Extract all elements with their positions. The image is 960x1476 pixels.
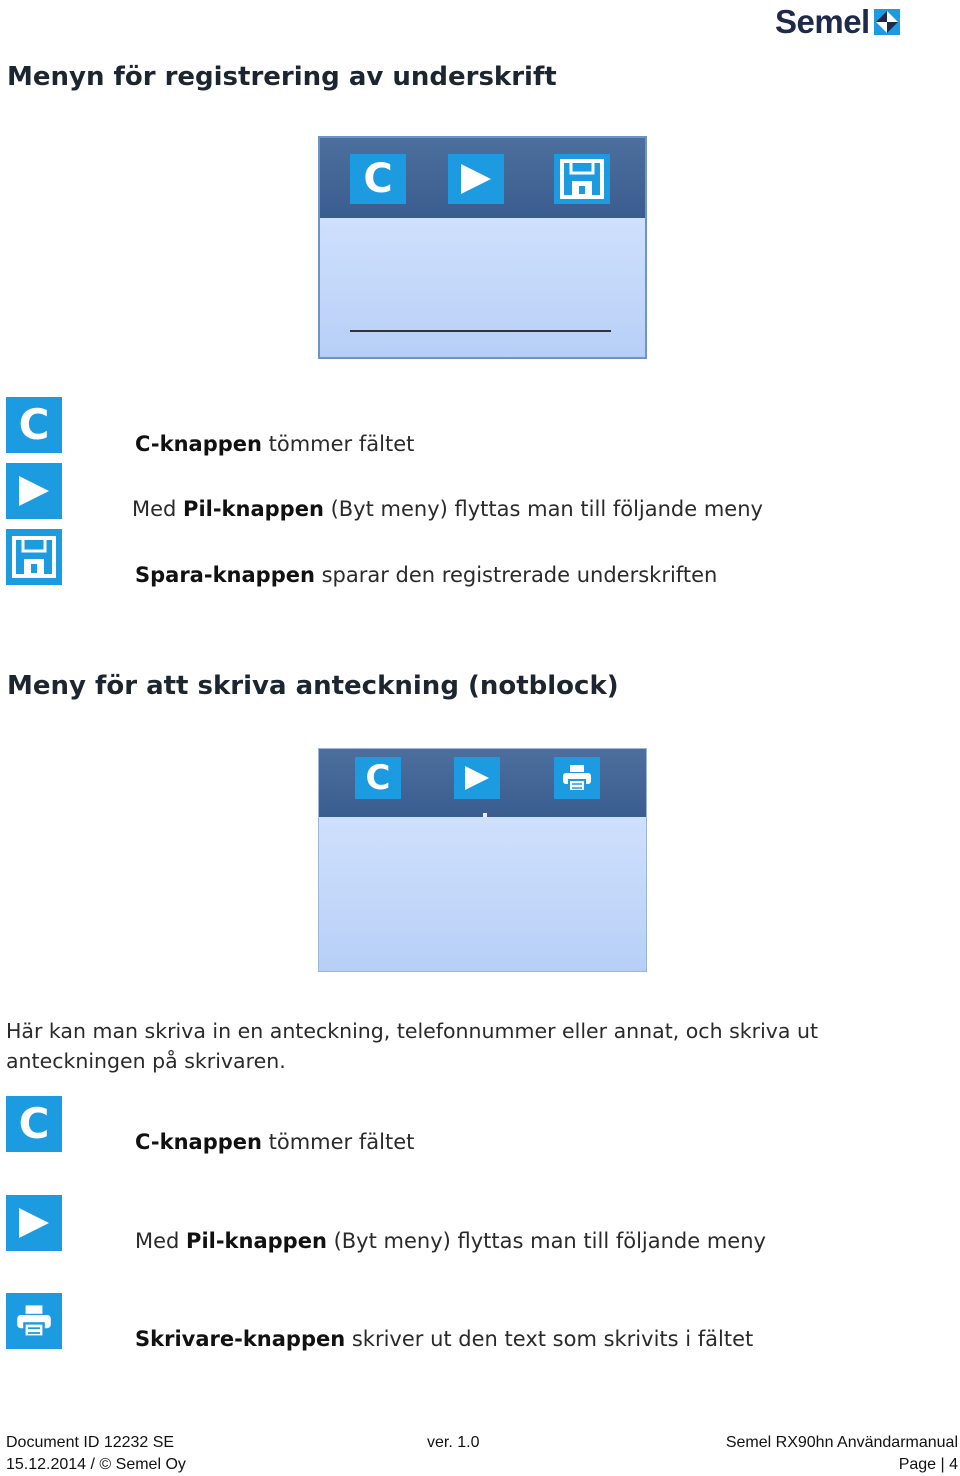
- printer-icon: [6, 1293, 62, 1349]
- notepad-description: Här kan man skriva in en anteckning, telefonnummer eller annat, och skriva ut anteckningen på skrivaren.: [6, 1019, 819, 1073]
- printer-icon[interactable]: [554, 757, 600, 799]
- save-button-description: Spara-knappen sparar den registrerade underskriften: [135, 563, 718, 587]
- notepad-field[interactable]: [319, 817, 646, 971]
- notepad-panel: [318, 748, 647, 972]
- arrow-right-icon[interactable]: [454, 757, 500, 799]
- c-clear-icon: C: [6, 397, 62, 453]
- signature-panel: [318, 136, 647, 359]
- floppy-save-icon: [6, 529, 62, 585]
- footer-manual-title: Semel RX90hn Användarmanual: [725, 1434, 958, 1451]
- signature-line: [350, 330, 611, 332]
- arrow-right-icon: [6, 1195, 62, 1251]
- footer-version: ver. 1.0: [427, 1434, 480, 1451]
- arrow-right-icon[interactable]: [448, 154, 504, 204]
- signature-field[interactable]: [320, 218, 645, 357]
- footer-date-copyright: 15.12.2014 / © Semel Oy: [6, 1456, 186, 1473]
- c-button-description: C-knappen tömmer fältet: [135, 432, 415, 456]
- notepad-toolbar: [319, 749, 646, 817]
- footer-document-id: Document ID 12232 SE: [6, 1434, 175, 1451]
- footer-page-number: Page | 4: [898, 1456, 958, 1473]
- arrow-button-description: Med Pil-knappen (Byt meny) flyttas man till följande meny: [132, 497, 763, 521]
- arrow-button-description: Med Pil-knappen (Byt meny) flyttas man till följande meny: [135, 1229, 766, 1253]
- c-button-description: C-knappen tömmer fältet: [135, 1130, 415, 1154]
- c-clear-icon: C: [6, 1096, 62, 1152]
- c-clear-icon[interactable]: C: [355, 757, 401, 799]
- logo-mark-icon: [874, 9, 900, 35]
- printer-button-description: Skrivare-knappen skriver ut den text som skrivits i fältet: [135, 1327, 754, 1351]
- c-clear-icon[interactable]: C: [350, 154, 406, 204]
- semel-logo: [775, 3, 900, 40]
- floppy-save-icon[interactable]: [554, 154, 610, 204]
- signature-toolbar: [320, 138, 645, 218]
- notepad-menu-title: Meny för att skriva anteckning (notblock): [7, 671, 619, 701]
- logo-text: Semel: [775, 3, 870, 40]
- signature-menu-title: Menyn för registrering av underskrift: [7, 62, 557, 92]
- arrow-right-icon: [6, 463, 62, 519]
